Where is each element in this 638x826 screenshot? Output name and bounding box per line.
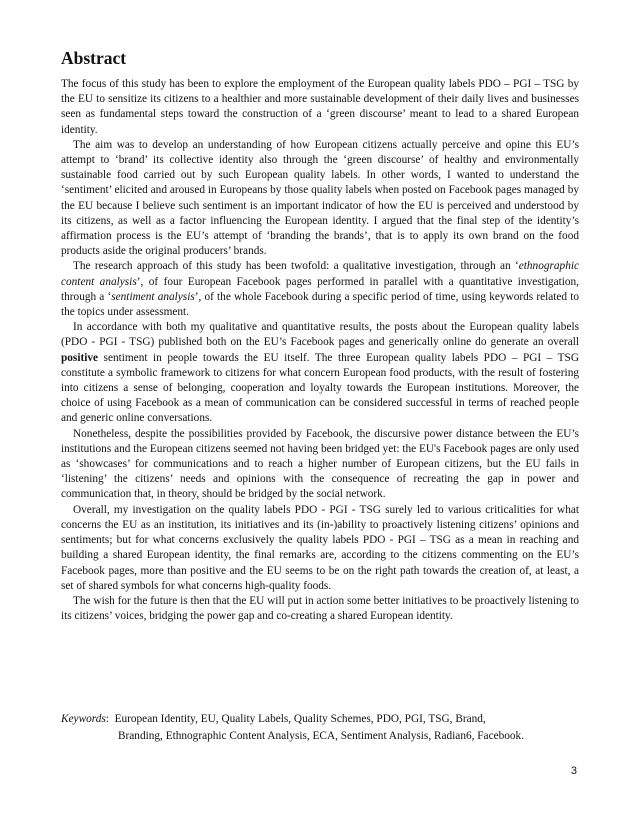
- abstract-paragraph: [61, 594, 579, 624]
- paragraph-text: The focus of this study has been to explore the employment of the European quality labels PDO – PGI – TSG by the EU to sensitize its citizens to a healthier and more sustainable development of their daily lives and businesses seen as fundamental steps toward the construction of a ‘green discourse’ meant to lead to a shared European identity.: [61, 78, 579, 136]
- abstract-paragraph: [61, 77, 579, 138]
- abstract-paragraph: [61, 259, 579, 320]
- paragraph-text: The research approach of this study has been twofold: a qualitative investigation, through an ‘: [73, 260, 519, 273]
- keywords-block: [61, 711, 579, 745]
- abstract-paragraph: [61, 138, 579, 260]
- italic-term: ethnographic content analysis: [61, 260, 579, 288]
- paragraph-text: Nonetheless, despite the possibilities provided by Facebook, the discursive power distance between the EU’s institutions and the European citizens seemed not having been bridged yet: the EU's Facebook pages are only used as ‘showcases’ for communications and to reach a higher number of European citizens, but the EU fails in ‘listening’ the citizens’ needs and opinions with the consequence of recreating the gap in power and communication that, in theory, should be bridged by the social network.: [61, 427, 579, 501]
- abstract-paragraph: [61, 320, 579, 426]
- bold-term: positive: [61, 351, 99, 364]
- paragraph-text: Overall, my investigation on the quality labels PDO - PGI - TSG surely led to various criticalities for what concerns the EU as an institution, its initiatives and its (in-)ability to proactively listening citizens’ opinions and sentiments; but for what concerns exclusively the quality labels PDO - PGI – TSG as a mean in reaching and building a shared European identity, the final remarks are, according to the citizens commenting on the EU’s Facebook pages, more than positive and the EU seems to be on the right path towards the creation of, at least, a set of shared symbols for what concerns high-quality foods.: [61, 503, 579, 592]
- abstract-body: [61, 77, 579, 624]
- paragraph-text: The wish for the future is then that the EU will put in action some better initiatives to be proactively listening to its citizens’ voices, bridging the power gap and co-creating a shared European identity.: [61, 594, 579, 623]
- keywords-line-2: Branding, Ethnographic Content Analysis, ECA, Sentiment Analysis, Radian6, Facebook.: [118, 730, 525, 742]
- abstract-heading: Abstract: [61, 48, 127, 68]
- keywords-line-1: European Identity, EU, Quality Labels, Quality Schemes, PDO, PGI, TSG, Brand,: [114, 713, 486, 725]
- paragraph-text: sentiment in people towards the EU itself. The three European quality labels PDO – PGI – TSG constitute a symbolic framework to citizens for what concern European food products, with the result of fostering into citizens a sense of belonging, cooperation and loyalty towards the European institutions. Moreover, the choice of using Facebook as a mean of communication can be considered successful in terms of reached people and generic online conversations.: [61, 351, 579, 425]
- paragraph-text: ’, of four European Facebook pages performed in parallel with a quantitative investigation, through a ‘: [61, 275, 579, 303]
- page-number: 3: [570, 765, 577, 777]
- paragraph-text: In accordance with both my qualitative and quantitative results, the posts about the European quality labels (PDO - PGI - TSG) published both on the EU’s Facebook pages and generically online do generate an overall: [61, 321, 579, 349]
- abstract-paragraph: [61, 427, 579, 503]
- paragraph-text: The aim was to develop an understanding of how European citizens actually perceive and opine this EU’s attempt to ‘brand’ its collective identity also through the ‘green discourse’ of healthy and environmentally sustainable food carried out by such European quality labels. In other words, I wanted to understand the ‘sentiment’ elicited and aroused in Europeans by those quality labels when posted on Facebook pages managed by the EU because I believe such sentiment is an important indicator of how the EU is perceived and understood by its citizens, as well as a factor influencing the European identity. I argued that the final step of the identity’s affirmation process is the EU’s attempt of ‘branding the brands’, that is to apply its own brand on the food products aside the original producers’ brands.: [61, 138, 579, 258]
- paragraph-text: ’, of the whole Facebook during a specific period of time, using keywords related to the topics under assessment.: [61, 290, 579, 319]
- italic-term: sentiment analysis: [111, 290, 195, 303]
- keywords-label: Keywords: [61, 713, 106, 725]
- keywords-separator: :: [105, 713, 109, 725]
- document-page: [61, 48, 579, 624]
- abstract-paragraph: [61, 503, 579, 594]
